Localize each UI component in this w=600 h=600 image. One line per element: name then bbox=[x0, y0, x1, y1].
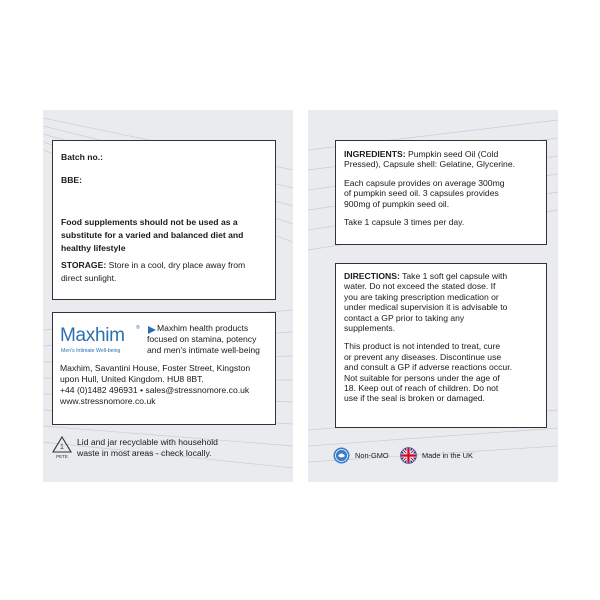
directions-box bbox=[335, 263, 547, 428]
ingredients-box bbox=[335, 140, 547, 245]
disclaimer-line-1: This product is not intended to treat, cure bbox=[344, 341, 501, 352]
disclaimer-line-4: Not suitable for persons under the age of bbox=[344, 372, 500, 383]
capsule-info-line-1: Each capsule provides on average 300mg bbox=[344, 177, 505, 188]
logo-tagline: Men's Intimate Well-being bbox=[61, 348, 121, 354]
website-line: www.stressnomore.co.uk bbox=[60, 396, 156, 406]
company-desc-1: Maxhim health products bbox=[157, 323, 249, 333]
storage-line-1 bbox=[61, 260, 245, 271]
capsule-info-line-2: of pumpkin seed oil. 3 capsules provides bbox=[344, 188, 499, 199]
storage-line-2: direct sunlight. bbox=[61, 273, 117, 283]
warning-line-3: healthy lifestyle bbox=[61, 243, 126, 253]
logo-trademark: ® bbox=[136, 325, 140, 331]
storage-heading: STORAGE: bbox=[61, 260, 107, 270]
batch-info-box bbox=[52, 140, 276, 300]
directions-line-6: supplements. bbox=[344, 323, 396, 334]
bbe-label: BBE: bbox=[61, 175, 83, 185]
recycle-text-1: Lid and jar recyclable with household bbox=[77, 437, 218, 447]
directions-line-1: Take 1 soft gel capsule with bbox=[402, 271, 508, 281]
capsule-info-line-3: 900mg of pumpkin seed oil. bbox=[344, 198, 450, 209]
recycle-text-2: waste in most areas - check locally. bbox=[77, 448, 212, 458]
directions-line-5: contact a GP prior to taking any bbox=[344, 312, 465, 323]
ingredients-line-2: Pressed), Capsule shell: Gelatine, Glycerine. bbox=[344, 159, 515, 170]
uk-flag-icon bbox=[400, 447, 417, 464]
ingredients-text bbox=[344, 149, 538, 170]
ingredients-line-1: Pumpkin seed Oil (Cold bbox=[407, 149, 499, 159]
directions-line-4: under medical supervision it is advisable to bbox=[344, 302, 508, 313]
ingredients-heading: INGREDIENTS: bbox=[344, 149, 406, 159]
directions-text bbox=[344, 271, 538, 333]
triangle-icon bbox=[148, 326, 156, 334]
directions-line-3: you are taking prescription medication or bbox=[344, 291, 499, 302]
disclaimer-text bbox=[344, 341, 538, 403]
maxhim-logo bbox=[60, 322, 146, 356]
made-in-uk-label: Made in the UK bbox=[422, 451, 473, 460]
warning-line-1: Food supplements should not be used as a bbox=[61, 217, 238, 227]
left-label-panel bbox=[43, 110, 293, 482]
storage-text: Store in a cool, dry place away from bbox=[108, 260, 246, 270]
capsule-info bbox=[344, 178, 538, 209]
directions-line-2: water. Do not exceed the stated dose. If bbox=[344, 281, 496, 292]
recycle-icon bbox=[51, 435, 73, 459]
batch-number-label: Batch no.: bbox=[61, 152, 104, 162]
company-desc-2: focused on stamina, potency bbox=[147, 334, 257, 344]
address-line-2: upon Hull, United Kingdom. HU8 8BT. bbox=[60, 374, 204, 384]
disclaimer-line-6: use if the seal is broken or damaged. bbox=[344, 393, 485, 404]
made-in-uk-badge bbox=[400, 447, 473, 464]
non-gmo-icon bbox=[333, 447, 350, 464]
directions-heading: DIRECTIONS: bbox=[344, 271, 400, 281]
non-gmo-badge bbox=[333, 447, 389, 464]
warning-line-2: substitute for a varied and balanced diet and bbox=[61, 230, 244, 240]
company-desc-3: and men's intimate well-being bbox=[147, 345, 260, 355]
right-label-panel bbox=[308, 110, 558, 482]
disclaimer-line-5: 18. Keep out of reach of children. Do not bbox=[344, 383, 499, 394]
address-line-1: Maxhim, Savantini House, Foster Street, Kingston bbox=[60, 363, 251, 373]
recycle-number: 1 bbox=[60, 444, 64, 451]
logo-name: Maxhim bbox=[60, 325, 125, 346]
non-gmo-label: Non-GMO bbox=[355, 451, 389, 460]
disclaimer-line-2: or prevent any diseases. Discontinue use bbox=[344, 351, 502, 362]
contact-line: +44 (0)1482 496931 • sales@stressnomore.co.uk bbox=[60, 385, 250, 395]
dosage-text: Take 1 capsule 3 times per day. bbox=[344, 217, 465, 228]
disclaimer-line-3: and consult a GP if adverse reactions occur. bbox=[344, 362, 512, 373]
recycle-code: PETE bbox=[56, 454, 68, 459]
